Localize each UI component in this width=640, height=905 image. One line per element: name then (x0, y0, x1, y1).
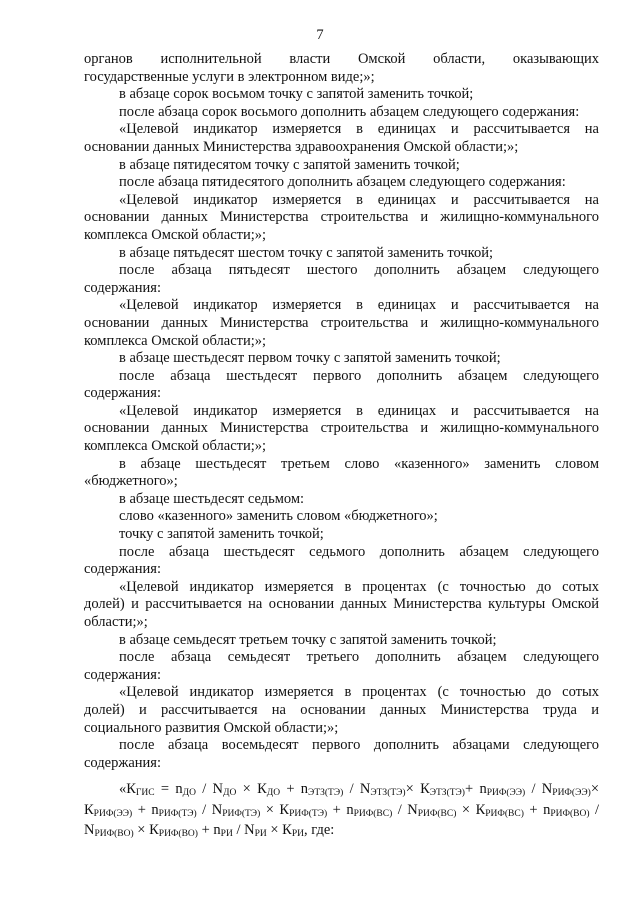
text-line: «Целевой индикатор измеряется в единицах и рассчитывается на (119, 121, 599, 138)
text-line: в абзаце шестьдесят первом точку с запятой заменить точкой; (119, 350, 501, 367)
document-body (84, 51, 599, 772)
text-line: в абзаце шестьдесят третьем слово «казенного» заменить словом (119, 455, 599, 472)
text-line: содержания: (84, 754, 162, 771)
text-line: «Целевой индикатор измеряется в единицах и рассчитывается на (119, 297, 599, 314)
text-line: долей) и рассчитывается на основании данных Министерства труда и (84, 701, 599, 718)
text-line: точку с запятой заменить точкой; (119, 526, 324, 543)
text-line: основании данных Министерства здравоохранения Омской области;»; (84, 138, 519, 155)
text-line: комплекса Омской области;»; (84, 438, 267, 455)
text-line: долей) и рассчитывается на основании данных Министерства культуры Омской (84, 596, 599, 613)
text-line: области;»; (84, 614, 148, 630)
text-line: комплекса Омской области;»; (84, 226, 267, 243)
page-number: 7 (316, 27, 324, 43)
text-line: комплекса Омской области;»; (84, 332, 267, 349)
formula-block (84, 779, 599, 841)
text-line: после абзаца шестьдесят первого дополнить абзацем следующего (119, 367, 599, 384)
text-line: слово «казенного» заменить словом «бюджетного»; (119, 508, 438, 525)
formula-line: $К_{РИФ(ЭЭ)} + n_{РИФ(ТЭ)} / N_{РИФ(ТЭ)} \times К_{РИФ(ТЭ)} + n_{РИФ(ВС)} / N_{РИФ(ВС)} \times К_{РИФ(ВС)} + n_{РИФ(ВО)}$ / (84, 801, 600, 819)
text-line: в абзаце сорок восьмом точку с запятой заменить точкой; (119, 86, 474, 103)
text-line: после абзаца сорок восьмого дополнить абзацем следующего содержания: (119, 103, 580, 120)
text-line: «Целевой индикатор измеряется в процентах (с точностью до сотых (119, 578, 599, 595)
text-line: после абзаца восемьдесят первого дополнить абзацами следующего (119, 737, 599, 754)
text-line: социального развития Омской области;»; (84, 719, 339, 736)
text-line: основании данных Министерства строительства и жилищно-коммунального (84, 209, 599, 226)
text-line: содержания: (84, 385, 162, 402)
text-line: в абзаце пятьдесят шестом точку с запятой заменить точкой; (119, 244, 494, 261)
text-line: в абзаце семьдесят третьем точку с запятой заменить точкой; (119, 631, 497, 648)
text-line: содержания: (84, 666, 162, 683)
text-line: государственные услуги в электронном виде;»; (84, 68, 375, 85)
formula-line: $N_{РИФ(ВО)} \times К_{РИФ(ВО)} + n_{РИ} / N_{РИ} \times К_{РИ}$, где: (84, 822, 335, 839)
text-line: основании данных Министерства строительства и жилищно-коммунального (84, 314, 599, 331)
text-line: после абзаца пятьдесят шестого дополнить абзацем следующего (119, 262, 599, 279)
text-line: после абзаца пятидесятого дополнить абзацем следующего содержания: (119, 174, 566, 191)
text-line: после абзаца шестьдесят седьмого дополнить абзацем следующего (119, 543, 599, 560)
text-line: в абзаце пятидесятом точку с запятой заменить точкой; (119, 156, 460, 173)
text-line: после абзаца семьдесят третьего дополнить абзацем следующего (119, 649, 599, 666)
text-line: «Целевой индикатор измеряется в процентах (с точностью до сотых (119, 684, 599, 701)
formula-line: «$К_{ГИС} = n_{ДО} / N_{ДО} \times К_{ДО} + n_{ЭТЗ(ТЭ)} / N_{ЭТЗ(ТЭ)}\times К_{ЭТЗ(ТЭ)}+ n_{РИФ(ЭЭ)} / N_{РИФ(ЭЭ)}\times$ (119, 781, 599, 798)
text-line: в абзаце шестьдесят седьмом: (119, 490, 305, 507)
text-line: «бюджетного»; (84, 473, 178, 490)
text-line: «Целевой индикатор измеряется в единицах и рассчитывается на (119, 402, 599, 419)
text-line: «Целевой индикатор измеряется в единицах и рассчитывается на (119, 191, 599, 208)
text-line: содержания: (84, 279, 162, 296)
text-line: содержания: (84, 561, 162, 578)
text-line: органов исполнительной власти Омской области, оказывающих (84, 51, 599, 67)
text-line: основании данных Министерства строительства и жилищно-коммунального (84, 420, 599, 437)
